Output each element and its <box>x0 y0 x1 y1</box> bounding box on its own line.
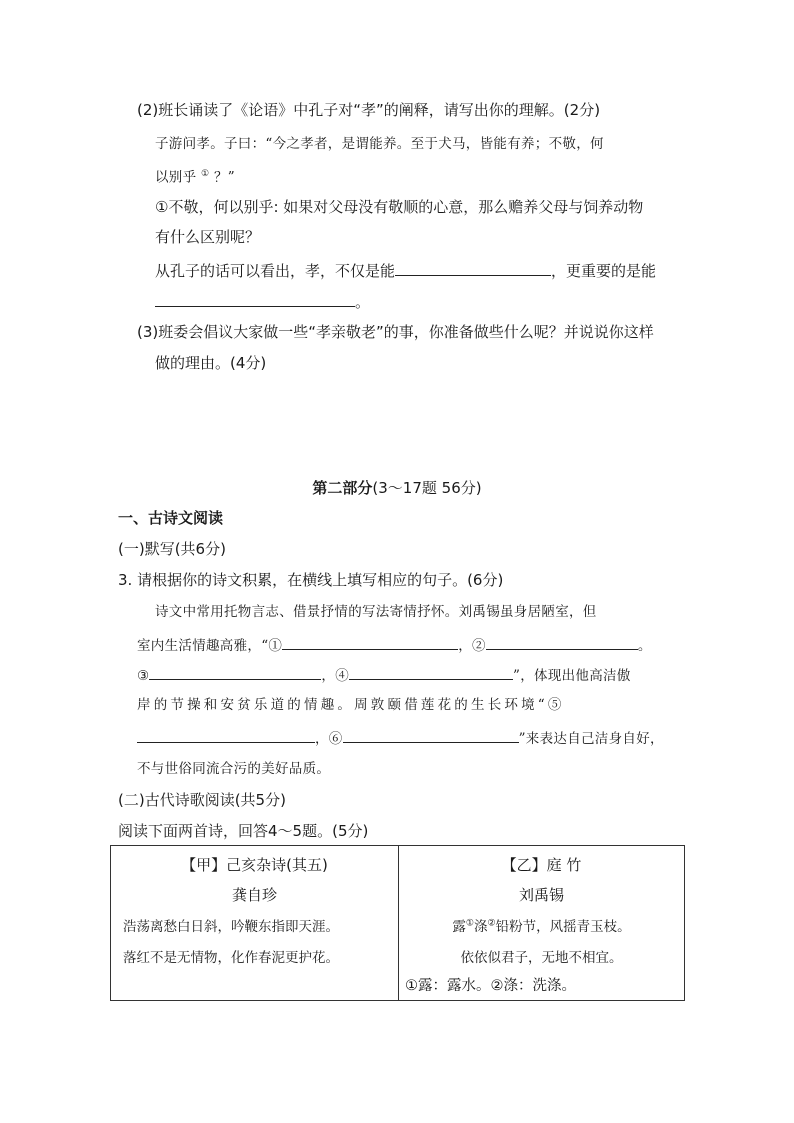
poem-yi-title: 【乙】庭 竹 <box>501 856 582 874</box>
recite-line6: 不与世俗同流合污的美好品质。 <box>137 761 331 777</box>
q2-quote-line2 <box>155 164 235 188</box>
recite-line2-end: 。 <box>637 638 652 654</box>
q2-answer-end: 。 <box>355 293 371 311</box>
poems-table <box>110 845 685 1001</box>
recite-line5 <box>137 727 664 749</box>
answer-blank-1[interactable] <box>395 260 551 276</box>
poem-yi-line1-b: 涤 <box>474 919 488 935</box>
recite-line3-mid: ，④ <box>321 668 350 684</box>
poem-yi-line1 <box>399 915 684 937</box>
poem-jia-cell <box>111 846 399 1001</box>
recite-line3-pre: ③ <box>137 668 150 684</box>
q2-answer-mid: ，更重要的是能 <box>551 262 657 280</box>
recite-blank-6[interactable] <box>343 727 519 743</box>
poetry-read-prompt: 阅读下面两首诗，回答4～5题。(5分) <box>118 822 369 840</box>
footnote-mark-2: ② <box>487 918 496 929</box>
poem-yi-line1-c: 铅粉节，风摇青玉枝。 <box>495 919 631 935</box>
part2-title <box>0 477 794 498</box>
q2-note-line1: ①不敬，何以别乎: 如果对父母没有敬顺的心意，那么赡养父母与饲养动物 <box>155 198 644 216</box>
q2-quote-text: 以别乎 <box>155 169 197 186</box>
part2-title-rest: (3～17题 56分) <box>372 479 482 497</box>
q2-answer-line2 <box>155 291 370 312</box>
recite-line1: 诗文中常用托物言志、借景抒情的写法寄情抒怀。刘禹锡虽身居陋室，但 <box>155 604 597 620</box>
recite-line2-pre: 室内生活情趣高雅，“① <box>137 638 283 654</box>
poem-yi-cell <box>399 846 685 1001</box>
q2-quote-end: ？” <box>213 169 235 186</box>
poem-yi-line1-a: 露 <box>452 919 466 935</box>
footnote-mark: ① <box>201 169 210 179</box>
poem-jia-line2: 落红不是无情物，化作春泥更护花。 <box>123 950 339 966</box>
q3-line1: (3)班委会倡议大家做一些“孝亲敬老”的事，你准备做些什么呢？并说说你这样 <box>137 323 654 341</box>
part2-title-bold: 第二部分 <box>312 479 373 497</box>
answer-blank-2[interactable] <box>155 291 355 307</box>
subsection-dictation: (一)默写(共6分) <box>118 540 226 558</box>
section-heading: 一、古诗文阅读 <box>118 509 224 527</box>
recite-blank-1[interactable] <box>282 634 458 650</box>
recite-line2-mid: ，② <box>458 638 486 654</box>
subsection-poetry: (二)古代诗歌阅读(共5分) <box>118 791 286 809</box>
recite-blank-3[interactable] <box>149 664 321 680</box>
poem-yi-author: 刘禹锡 <box>518 886 564 904</box>
poem-yi-line2: 依依似君子，无地不相宜。 <box>460 950 623 966</box>
recite-line5-mid: ，⑥ <box>315 731 343 747</box>
recite-line5-end: ”来表达自己洁身自好， <box>518 731 664 747</box>
q2-note-line2: 有什么区别呢？ <box>155 228 261 246</box>
q2-prompt: (2)班长诵读了《论语》中孔子对“孝”的阐释，请写出你的理解。(2分) <box>137 101 601 119</box>
recite-line3 <box>137 664 631 686</box>
q2-answer-pre: 从孔子的话可以看出，孝，不仅是能 <box>155 262 396 280</box>
q2-quote-line1: 子游问孝。子曰：“今之孝者，是谓能养。至于犬马，皆能有养；不敬，何 <box>155 136 604 152</box>
recite-blank-4[interactable] <box>349 664 513 680</box>
recite-line4: 岸的节操和安贫乐道的情趣。周敦颐借莲花的生长环境“⑤ <box>137 697 565 713</box>
q3-recite-prompt: 3. 请根据你的诗文积累，在横线上填写相应的句子。(6分) <box>118 571 504 589</box>
recite-line2 <box>137 634 652 656</box>
poem-jia-author: 龚自珍 <box>231 886 277 904</box>
poem-jia-line1: 浩荡离愁白日斜，吟鞭东指即天涯。 <box>123 919 339 935</box>
recite-line3-end: ”，体现出他高洁傲 <box>513 668 631 684</box>
poem-jia-title: 【甲】己亥杂诗(其五) <box>181 856 328 874</box>
poem-yi-note: ①露：露水。②涤：洗涤。 <box>405 978 576 994</box>
q3-line2: 做的理由。(4分) <box>155 354 267 372</box>
recite-blank-2[interactable] <box>486 634 638 650</box>
recite-blank-5[interactable] <box>137 727 315 743</box>
footnote-mark-1: ① <box>465 918 474 929</box>
q2-answer-line1 <box>155 260 656 281</box>
